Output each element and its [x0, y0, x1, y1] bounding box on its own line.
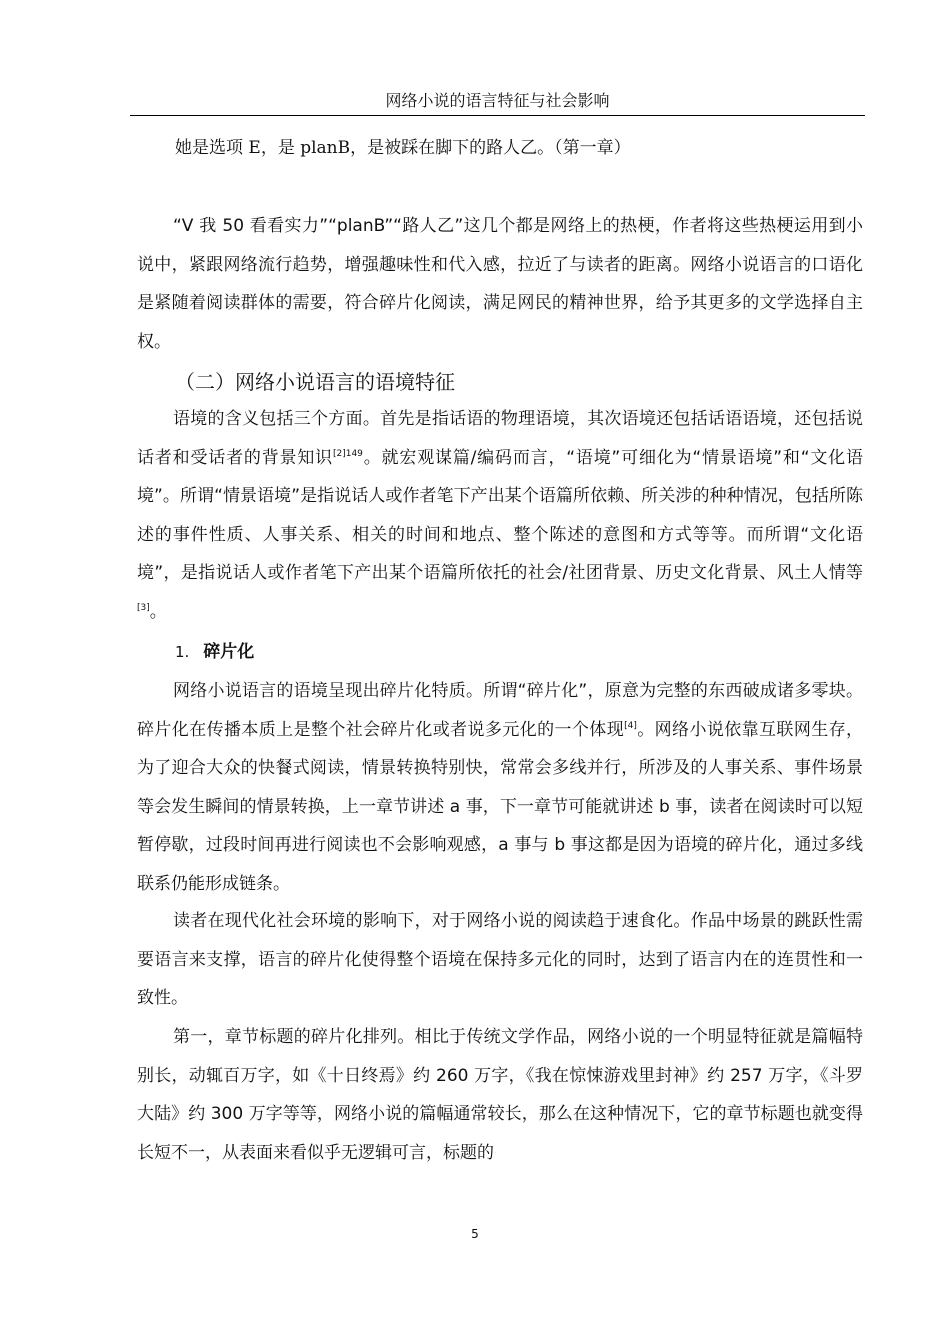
citation-ref: [3] [137, 602, 150, 613]
paragraph-fragmentation [137, 672, 863, 903]
paragraph-fast-reading: 读者在现代化社会环境的影响下，对于网络小说的阅读趋于速食化。作品中场景的跳跃性需要语言来支撑，语言的碎片化使得整个语境在保持多元化的同时，达到了语言内在的连贯性和一致性。 [137, 911, 863, 1008]
paragraph-context-definition [137, 400, 863, 631]
paragraph-text: 网络小说语言的语境呈现出碎片化特质。所谓“碎片化”，原意为完整的东西破成诸多零块。碎片化在传播本质上是整个社会碎片化或者说多元化的一个体现 [137, 681, 863, 740]
paragraph-text: 。 [149, 601, 167, 622]
quoted-excerpt: 她是选项 E，是 planB，是被踩在脚下的路人乙。（第一章） [175, 138, 631, 158]
subsection-number: 1. [175, 643, 190, 661]
paragraph-text: 。网络小说依靠互联网生存，为了迎合大众的快餐式阅读，情景转换特别快，常常会多线并行，所涉及的人事关系、事件场景等会发生瞬间的情景转换，上一章节讲述 a 事，下一章节可能就讲述 b 事，读者在阅读时可以短暂停歇，过段时间再进行阅读也不会影响观感，a 事与 b 事这都是因为语境的碎片化，通过多线联系仍能形成链条。 [137, 719, 864, 894]
header-divider [130, 115, 865, 116]
running-header: 网络小说的语言特征与社会影响 [385, 91, 610, 110]
page-number: 5 [471, 1227, 479, 1241]
paragraph-hot-memes: “V 我 50 看看实力”“planB”“路人乙”这几个都是网络上的热梗，作者将这些热梗运用到小说中，紧跟网络流行趋势，增强趣味性和代入感，拉近了与读者的距离。网络小说语言的口语化是紧随着阅读群体的需要，符合碎片化阅读，满足网民的精神世界，给予其更多的文学选择自主权。 [137, 216, 863, 352]
section-heading: （二）网络小说语言的语境特征 [175, 370, 455, 394]
citation-ref: [4] [624, 720, 637, 731]
citation-ref: [2]149 [332, 448, 363, 459]
subsection-heading [175, 636, 254, 668]
paragraph-chapter-titles: 第一，章节标题的碎片化排列。相比于传统文学作品，网络小说的一个明显特征就是篇幅特别长，动辄百万字，如《十日终焉》约 260 万字，《我在惊悚游戏里封神》约 257 万字，《斗罗大陆》约 300 万字等等，网络小说的篇幅通常较长，那么在这种情况下，它的章节标题也就变得长短不一，从表面来看似乎无逻辑可言，标题的 [137, 1027, 863, 1163]
subsection-title: 碎片化 [203, 642, 255, 662]
paragraph-text: 。就宏观谋篇/编码而言，“语境”可细化为“情景语境”和“文化语境”。所谓“情景语境”是指说话人或作者笔下产出某个语篇所依赖、所关涉的种种情况，包括所陈述的事件性质、人事关系、相关的时间和地点、整个陈述的意图和方式等等。而所谓“文化语境”，是指说话人或作者笔下产出某个语篇所依托的社会/社团背景、历史文化背景、风土人情等 [137, 447, 863, 583]
paragraph-text: 语境的含义包括三个方面。首先是指话语的物理语境，其次语境还包括话语语境，还包括说话者和受话者的背景知识 [137, 409, 863, 468]
